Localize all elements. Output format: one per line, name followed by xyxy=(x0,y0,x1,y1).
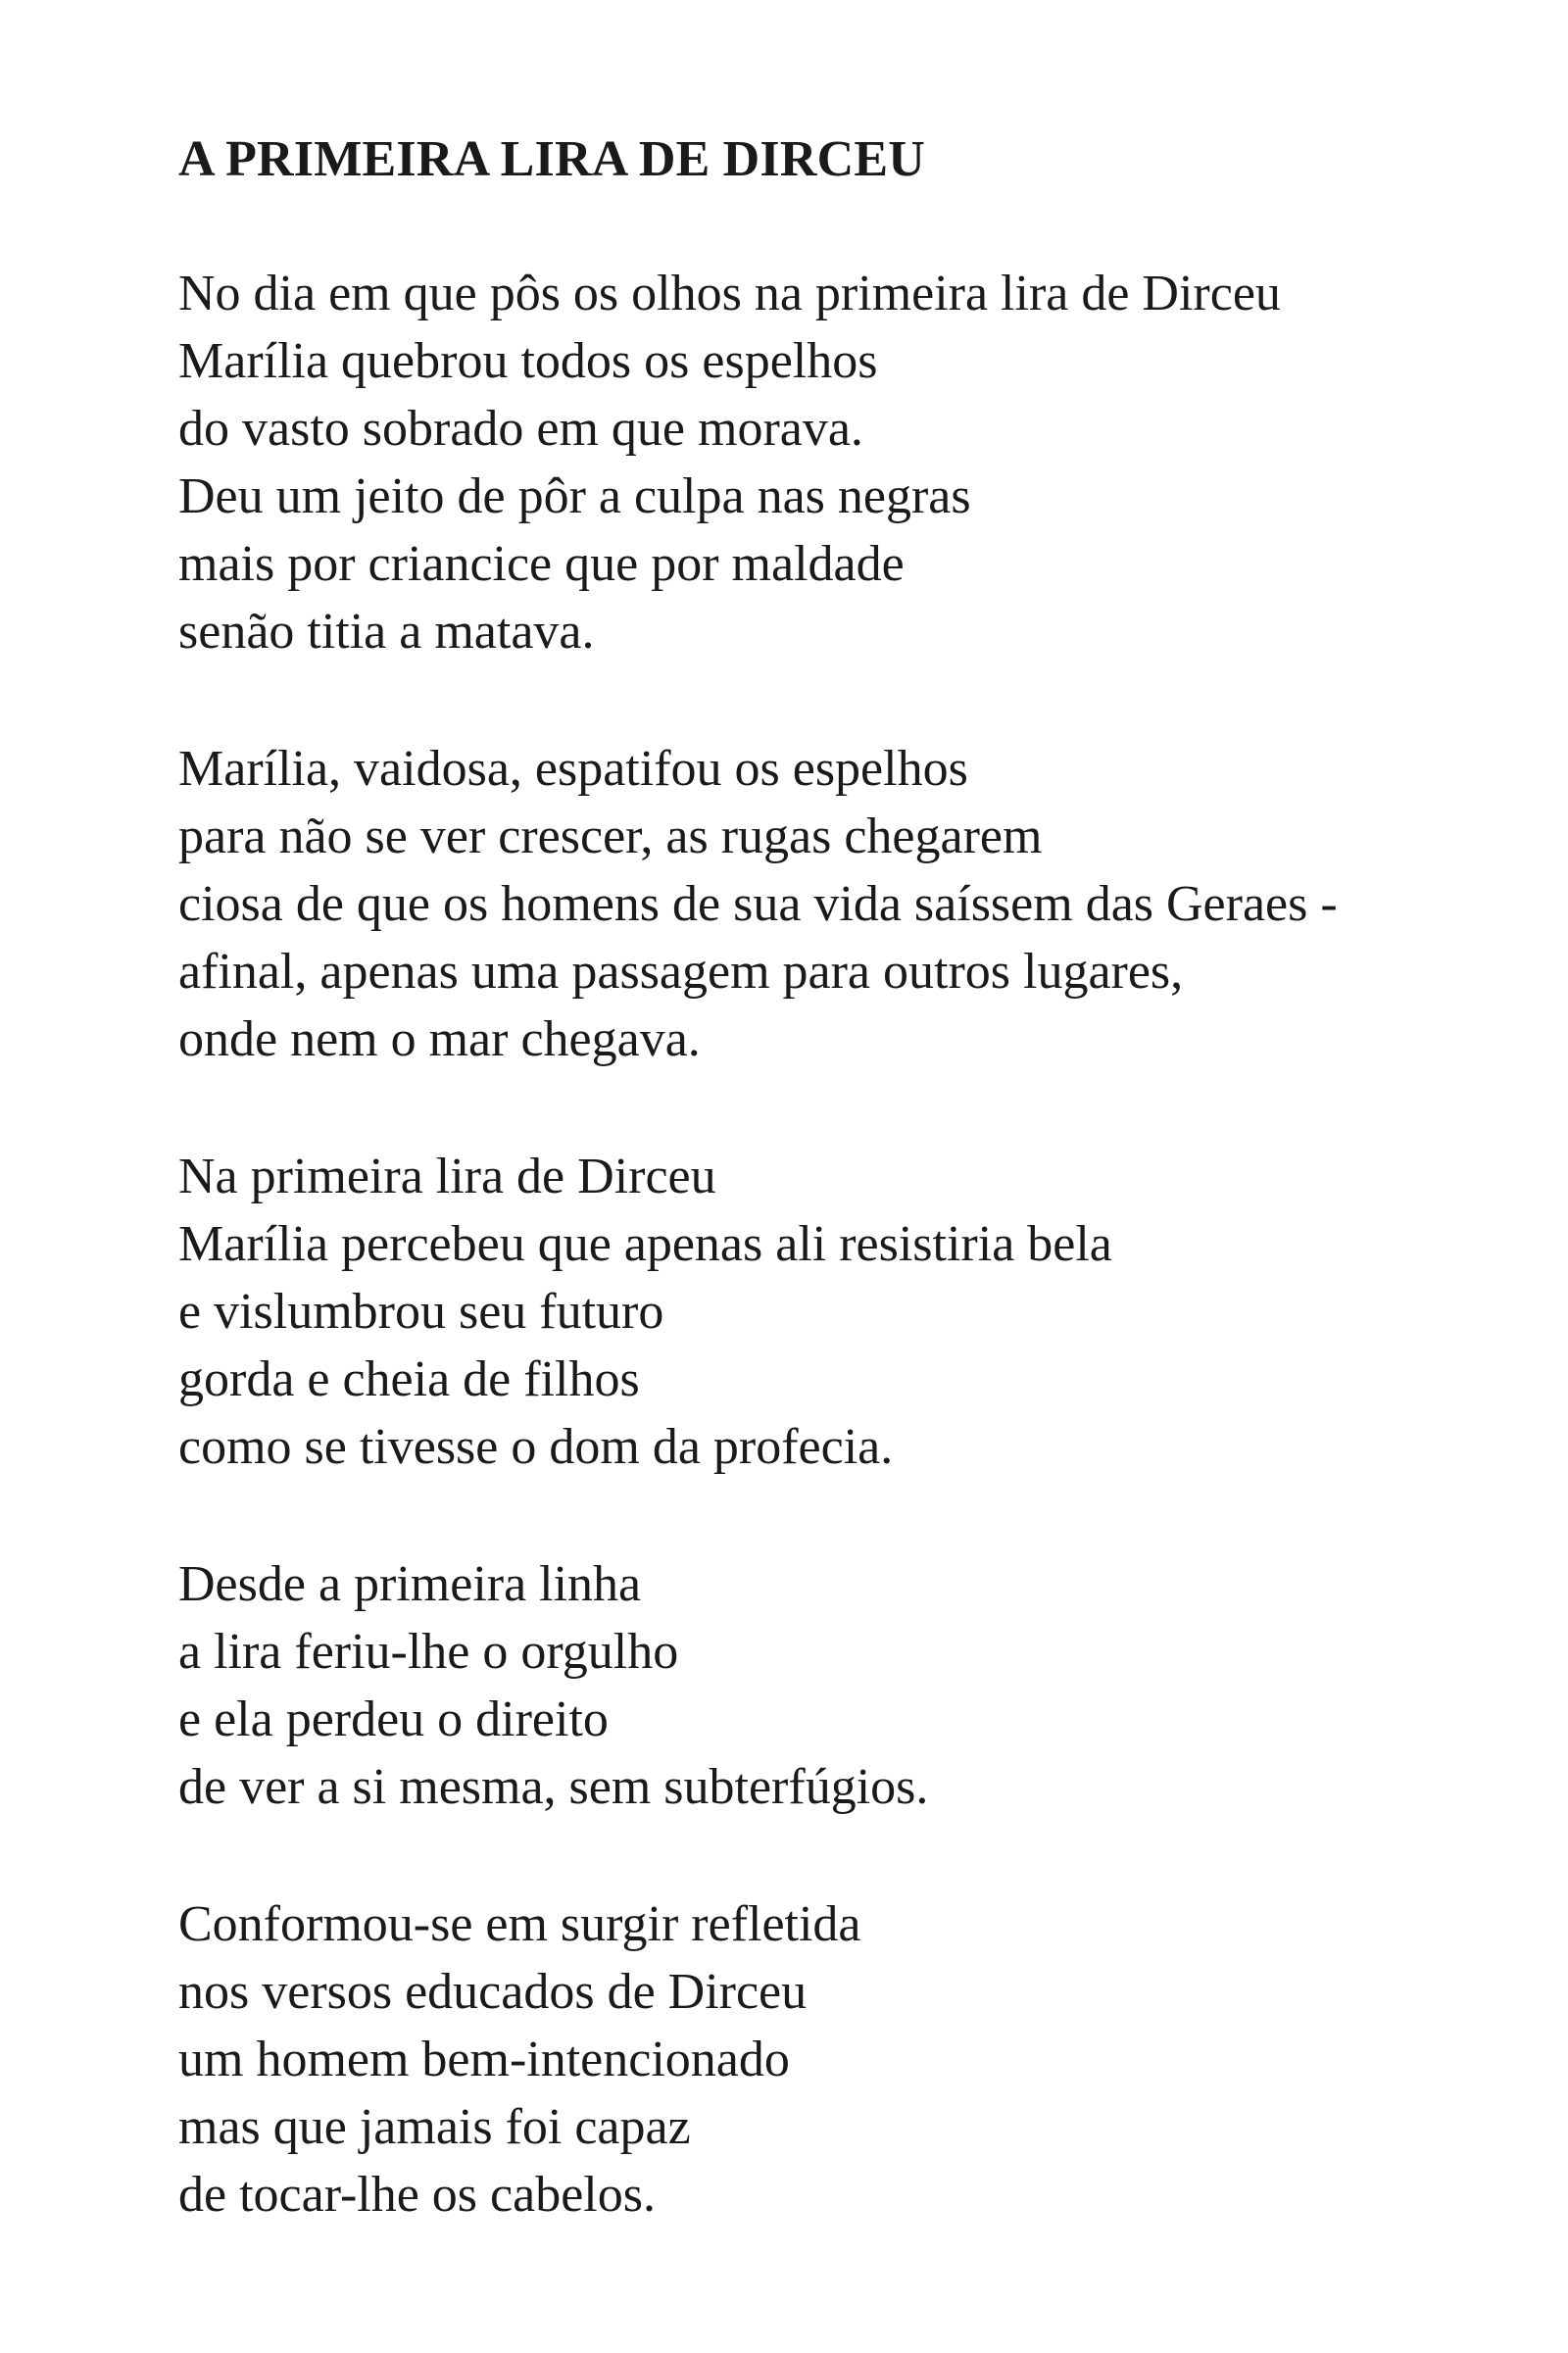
verse-line: afinal, apenas uma passagem para outros lugares, xyxy=(178,944,1184,1000)
verse-line: mais por criancice que por maldade xyxy=(178,536,905,592)
verse-line: como se tivesse o dom da profecia. xyxy=(178,1419,894,1475)
verse-line: Marília percebeu que apenas ali resistiria bela xyxy=(178,1216,1112,1272)
verse-line: senão titia a matava. xyxy=(178,604,595,660)
verse-line: Na primeira lira de Dirceu xyxy=(178,1149,716,1204)
verse-line: nos versos educados de Dirceu xyxy=(178,1964,808,2020)
verse-line: Marília quebrou todos os espelhos xyxy=(178,333,878,389)
verse-line: mas que jamais foi capaz xyxy=(178,2099,691,2155)
verse-line: gorda e cheia de filhos xyxy=(178,1351,640,1407)
verse-line: e ela perdeu o direito xyxy=(178,1691,609,1747)
verse-line: de ver a si mesma, sem subterfúgios. xyxy=(178,1759,929,1815)
verse-line: para não se ver crescer, as rugas chegarem xyxy=(178,809,1043,864)
verse-line: um homem bem-intencionado xyxy=(178,2032,790,2087)
poem-body xyxy=(178,260,1492,2298)
verse-line: Deu um jeito de pôr a culpa nas negras xyxy=(178,468,971,524)
verse-line: No dia em que pôs os olhos na primeira lira de Dirceu xyxy=(178,266,1281,321)
verse-line: de tocar-lhe os cabelos. xyxy=(178,2167,656,2223)
verse-line: e vislumbrou seu futuro xyxy=(178,1284,664,1340)
verse-line: ciosa de que os homens de sua vida saíssem das Geraes - xyxy=(178,876,1338,932)
stanza-3 xyxy=(178,1143,1492,1481)
verse-line: onde nem o mar chegava. xyxy=(178,1011,701,1067)
stanza-2 xyxy=(178,735,1492,1073)
poem-title: A PRIMEIRA LIRA DE DIRCEU xyxy=(178,131,925,187)
verse-line: Marília, vaidosa, espatifou os espelhos xyxy=(178,741,968,797)
stanza-5 xyxy=(178,1890,1492,2229)
verse-line: Desde a primeira linha xyxy=(178,1556,642,1612)
verse-line: a lira feriu-lhe o orgulho xyxy=(178,1624,679,1680)
verse-line: do vasto sobrado em que morava. xyxy=(178,401,863,457)
verse-line: Conformou-se em surgir refletida xyxy=(178,1896,861,1952)
stanza-4 xyxy=(178,1550,1492,1821)
stanza-1 xyxy=(178,260,1492,665)
